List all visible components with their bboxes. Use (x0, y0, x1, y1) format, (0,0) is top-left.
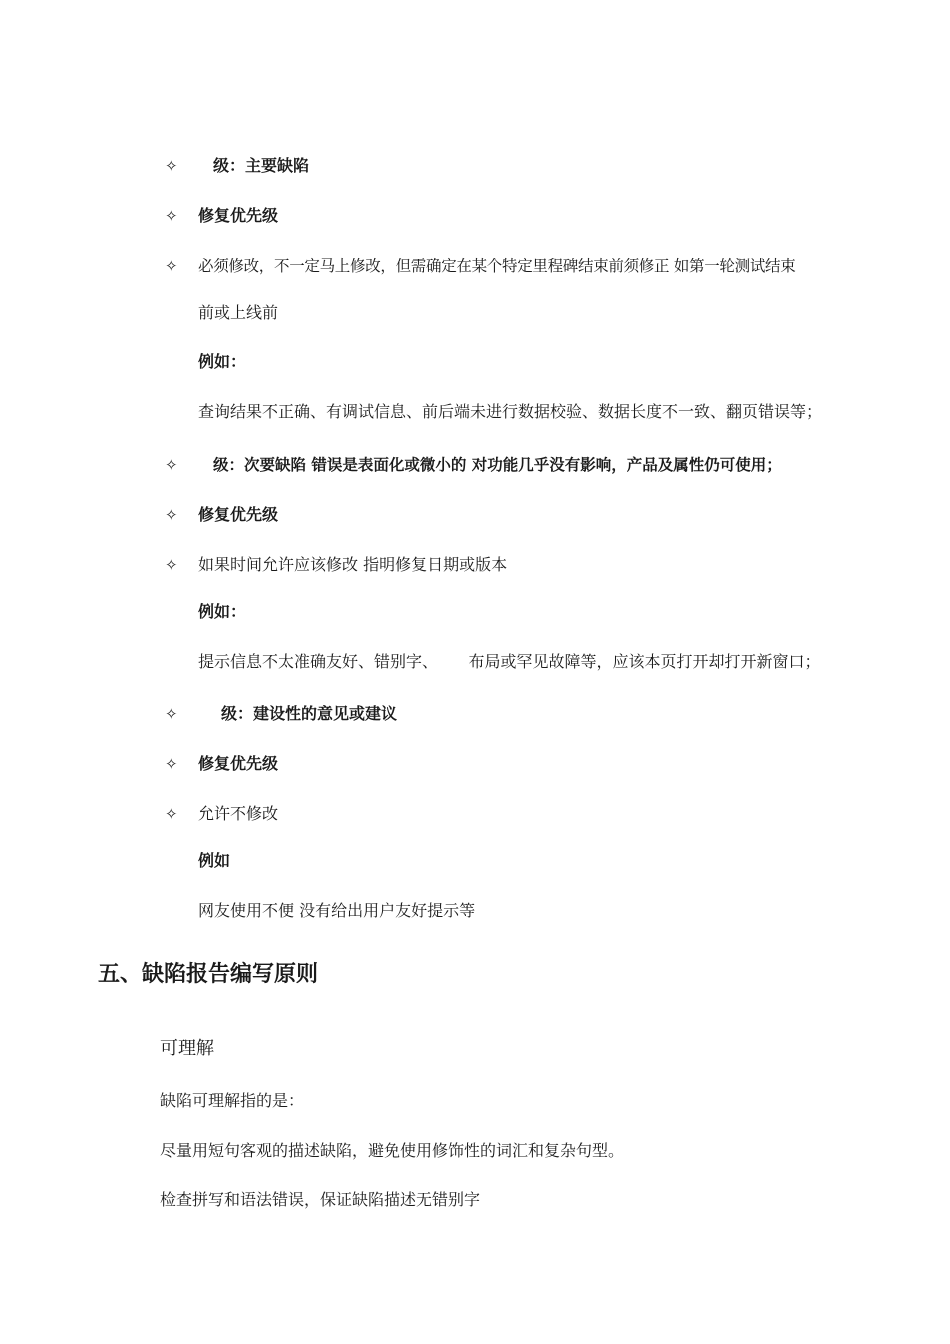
bullet-icon: ✧ (165, 705, 178, 723)
chapter-title: 五、缺陷报告编写原则 (98, 962, 319, 987)
minor-priority-title: 修复优先级 (198, 505, 279, 524)
major-priority-title: 修复优先级 (198, 206, 279, 225)
chapter-paragraph: 尽量用短句客观的描述缺陷，避免使用修饰性的词汇和复杂句型。 (160, 1141, 625, 1160)
bullet-icon: ✧ (165, 506, 178, 524)
suggest-example-label: 例如 (198, 851, 231, 870)
bullet-icon: ✧ (165, 805, 178, 823)
suggest-example-text: 网友使用不便 没有给出用户友好提示等 (198, 901, 476, 920)
major-example-label: 例如： (198, 352, 247, 371)
suggest-level-title: 级：建设性的意见或建议 (221, 704, 398, 723)
major-example-text: 查询结果不正确、有调试信息、前后端未进行数据校验、数据长度不一致、翻页错误等； (198, 402, 823, 421)
minor-priority-desc: 如果时间允许应该修改 指明修复日期或版本 (198, 555, 508, 574)
suggest-priority-title: 修复优先级 (198, 754, 279, 773)
chapter-paragraph: 检查拼写和语法错误，保证缺陷描述无错别字 (160, 1190, 481, 1209)
minor-level-title: 级：次要缺陷 错误是表面化或微小的 对功能几乎没有影响，产品及属性仍可使用； (213, 456, 782, 474)
bullet-icon: ✧ (165, 456, 178, 474)
major-level-title: 级：主要缺陷 (213, 156, 310, 175)
major-priority-desc-line2: 前或上线前 (198, 303, 279, 322)
bullet-icon: ✧ (165, 157, 178, 175)
chapter-paragraph: 缺陷可理解指的是： (160, 1091, 305, 1110)
minor-example-label: 例如： (198, 602, 247, 621)
chapter-subtitle: 可理解 (160, 1038, 214, 1059)
minor-example-text: 提示信息不太准确友好、错别字、 布局或罕见故障等，应该本页打开却打开新窗口； (198, 652, 821, 671)
bullet-icon: ✧ (165, 556, 178, 574)
bullet-icon: ✧ (165, 755, 178, 773)
major-priority-desc-line1: 必须修改，不一定马上修改，但需确定在某个特定里程碑结束前须修正 如第一轮测试结束 (198, 257, 796, 275)
bullet-icon: ✧ (165, 207, 178, 225)
suggest-priority-desc: 允许不修改 (198, 804, 279, 823)
bullet-icon: ✧ (165, 257, 178, 275)
